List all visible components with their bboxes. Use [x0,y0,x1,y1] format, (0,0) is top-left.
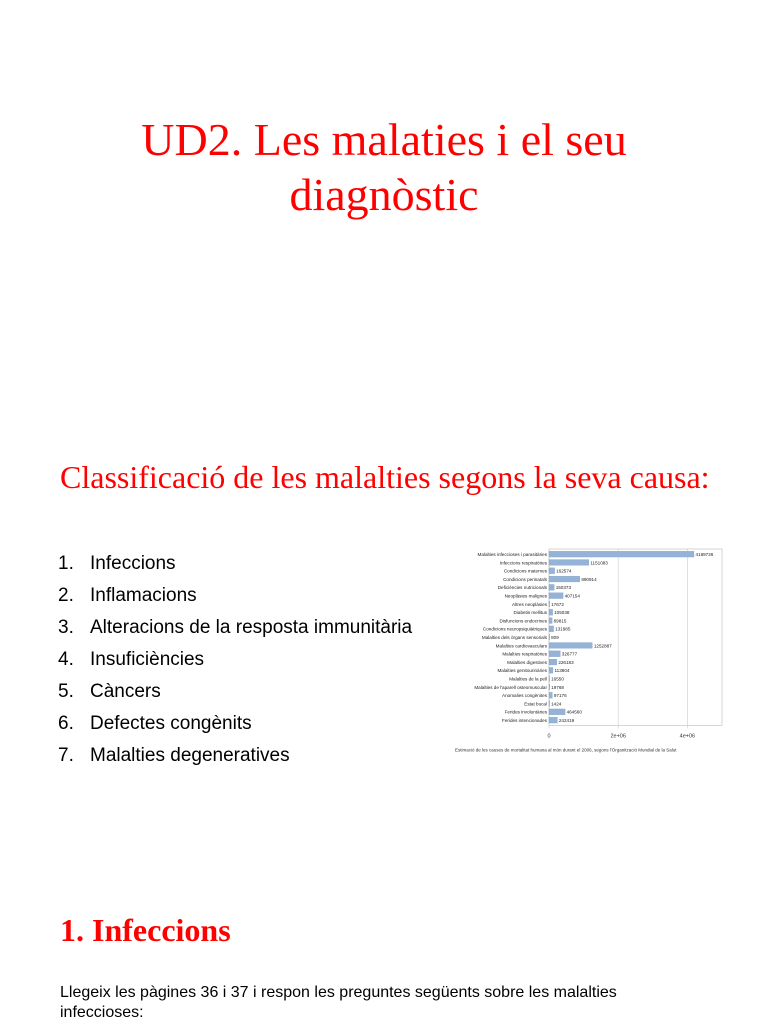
bar [549,576,580,582]
category-label: Malalties de l'aparell osteomuscular [474,684,547,690]
bar [549,676,550,682]
cause-list [58,548,458,772]
cause-number: 1. [58,553,74,574]
cause-label: Malalties degeneratives [90,745,290,766]
value-label: 17672 [551,601,564,607]
value-label: 1424 [551,701,562,707]
bar [549,643,592,649]
bar [549,593,563,599]
cause-label: Càncers [90,681,161,702]
cause-item [58,548,458,580]
cause-label: Inflamacions [90,585,197,606]
category-label: Malalties dels òrgans sensorials [481,634,547,640]
cause-label: Insuficiències [90,649,205,670]
category-label: Infeccions respiratòries [499,560,547,566]
category-label: Ferides intencionades [502,717,547,723]
value-label: 1151083 [590,560,608,566]
value-label: 226183 [558,659,574,665]
x-tick-label: 0 [547,733,551,740]
bar [549,601,550,607]
mortality-chart-svg [452,546,730,776]
value-label: 131985 [555,626,571,632]
category-label: Condicions maternes [503,568,547,574]
cause-number: 3. [58,617,74,638]
bar [549,626,554,632]
x-tick-label: 2e+06 [610,733,626,740]
cause-number: 7. [58,745,74,766]
bar [549,701,550,707]
bar [549,717,557,723]
classification-heading: Classificació de les malalties segons la seva causa: [60,459,710,495]
category-label: Malalties cardiovasculars [495,643,547,649]
value-label: 464560 [566,709,582,715]
value-label: 150373 [555,585,572,591]
bar [549,584,554,590]
category-label: Malalties digestives [507,659,547,665]
bar [549,651,560,657]
bar [549,659,557,665]
value-label: 162574 [556,568,572,574]
bar [549,667,553,673]
bar [549,609,553,615]
instructions-text: Llegeix les pàgines 36 i 37 i respon les preguntes següents sobre les malalties infeccioses: [60,984,617,1021]
category-label: Malalties de la pell [509,676,547,682]
x-tick-label: 4e+06 [679,733,696,740]
category-label: Malalties genitourinàries [497,668,547,674]
bar [549,568,555,574]
cause-label: Defectes congènits [90,713,252,734]
cause-number: 6. [58,713,74,734]
value-label: 890914 [581,576,597,582]
chart-caption: Estimació de les causes de mortalitat humana al món durant el 2006, segons l'Organització Mundial de la Salut [455,747,677,753]
category-label: Neoplàsies malignes [504,593,547,599]
bar [549,551,694,557]
cause-number: 5. [58,681,74,702]
value-label: 4189726 [695,551,714,557]
bar [549,634,550,640]
cause-label: Infeccions [90,553,176,574]
value-label: 19768 [551,684,564,690]
plot-frame [549,549,722,725]
cause-item [58,740,458,772]
bar [549,709,565,715]
mortality-chart [452,546,730,776]
bar [549,560,589,566]
value-label: 113804 [554,668,570,674]
value-label: 326777 [561,651,578,657]
category-label: Altres neoplàsies [512,601,547,607]
page-title: UD2. Les malaties i el seu diagnòstic [141,114,627,220]
category-label: Condicions perinatals [503,576,547,582]
cause-item [58,612,458,644]
category-label: Malalties respiratòries [502,651,547,657]
value-label: 809 [551,634,559,640]
value-label: 407154 [564,593,580,599]
category-label: Ferides involuntàries [504,709,547,715]
category-label: Deficiències nutricionals [497,585,547,591]
cause-number: 2. [58,585,74,606]
bar [549,618,552,624]
value-label: 89815 [553,618,567,624]
category-label: Diabetis mellitus [513,610,547,616]
category-label: Estat bucal [524,701,547,707]
value-label: 1252887 [593,643,612,649]
cause-item [58,676,458,708]
cause-label: Alteracions de la resposta immunitària [90,617,413,638]
bar [549,692,552,698]
category-label: Disfuncions endocrines [499,618,547,624]
cause-item [58,708,458,740]
category-label: Condicions neuropsiquiàtriques [482,626,547,632]
category-label: Anomalies congènites [502,693,547,699]
cause-item [58,580,458,612]
value-label: 16550 [551,676,564,682]
cause-number: 4. [58,649,74,670]
category-label: Malalties infeccioses i parasitàries [477,551,547,557]
value-label: 97176 [553,693,567,699]
bar [549,684,550,690]
value-label: 242419 [558,717,575,723]
value-label: 105038 [554,610,570,616]
cause-item [58,644,458,676]
section-title: 1. Infeccions [60,912,231,948]
